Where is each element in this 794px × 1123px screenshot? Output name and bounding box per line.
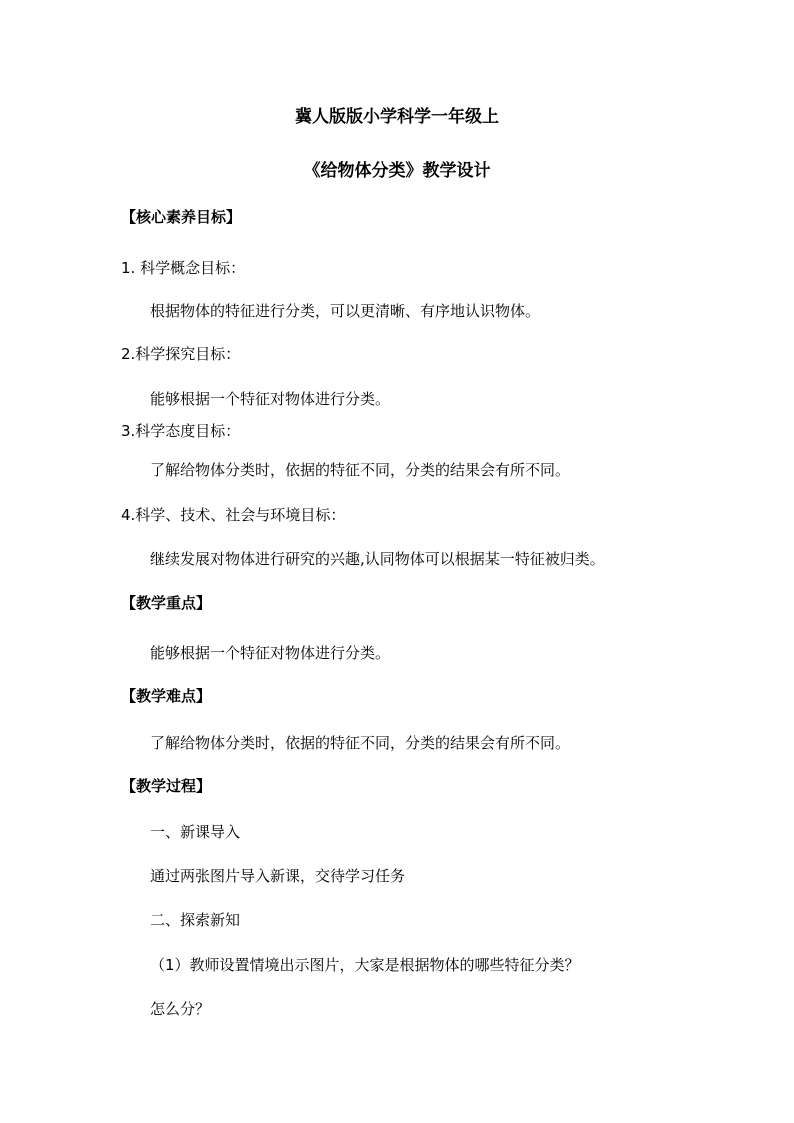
process-line-4: （1）教师设置情境出示图片，大家是根据物体的哪些特征分类？ xyxy=(150,956,580,974)
goal-label-4: 4.科学、技术、社会与环境目标： xyxy=(121,506,346,524)
process-line-3: 二、探索新知 xyxy=(150,911,241,929)
process-line-2: 通过两张图片导入新课，交待学习任务 xyxy=(150,867,406,885)
goal-label-3: 3.科学态度目标： xyxy=(121,422,241,440)
section-heading-key-point: 【教学重点】 xyxy=(121,594,212,612)
goal-label-2: 2.科学探究目标： xyxy=(121,345,241,363)
goal-text-2: 能够根据一个特征对物体进行分类。 xyxy=(150,390,391,408)
goal-text-3: 了解给物体分类时，依据的特征不同，分类的结果会有所不同。 xyxy=(150,461,571,479)
document-title: 冀人版版小学科学一年级上 xyxy=(295,107,499,127)
process-line-1: 一、新课导入 xyxy=(150,823,241,841)
section-heading-core-goals: 【核心素养目标】 xyxy=(121,208,242,226)
section-heading-process: 【教学过程】 xyxy=(121,777,212,795)
difficulty-text: 了解给物体分类时，依据的特征不同，分类的结果会有所不同。 xyxy=(150,734,571,752)
goal-label-1: 1. 科学概念目标： xyxy=(121,259,246,277)
document-subtitle: 《给物体分类》教学设计 xyxy=(303,161,491,181)
section-heading-difficulty: 【教学难点】 xyxy=(121,687,212,705)
goal-text-4: 继续发展对物体进行研究的兴趣,认同物体可以根据某一特征被归类。 xyxy=(150,550,605,568)
goal-text-1: 根据物体的特征进行分类，可以更清晰、有序地认识物体。 xyxy=(150,302,541,320)
key-point-text: 能够根据一个特征对物体进行分类。 xyxy=(150,644,391,662)
process-line-5: 怎么分？ xyxy=(150,1000,211,1018)
